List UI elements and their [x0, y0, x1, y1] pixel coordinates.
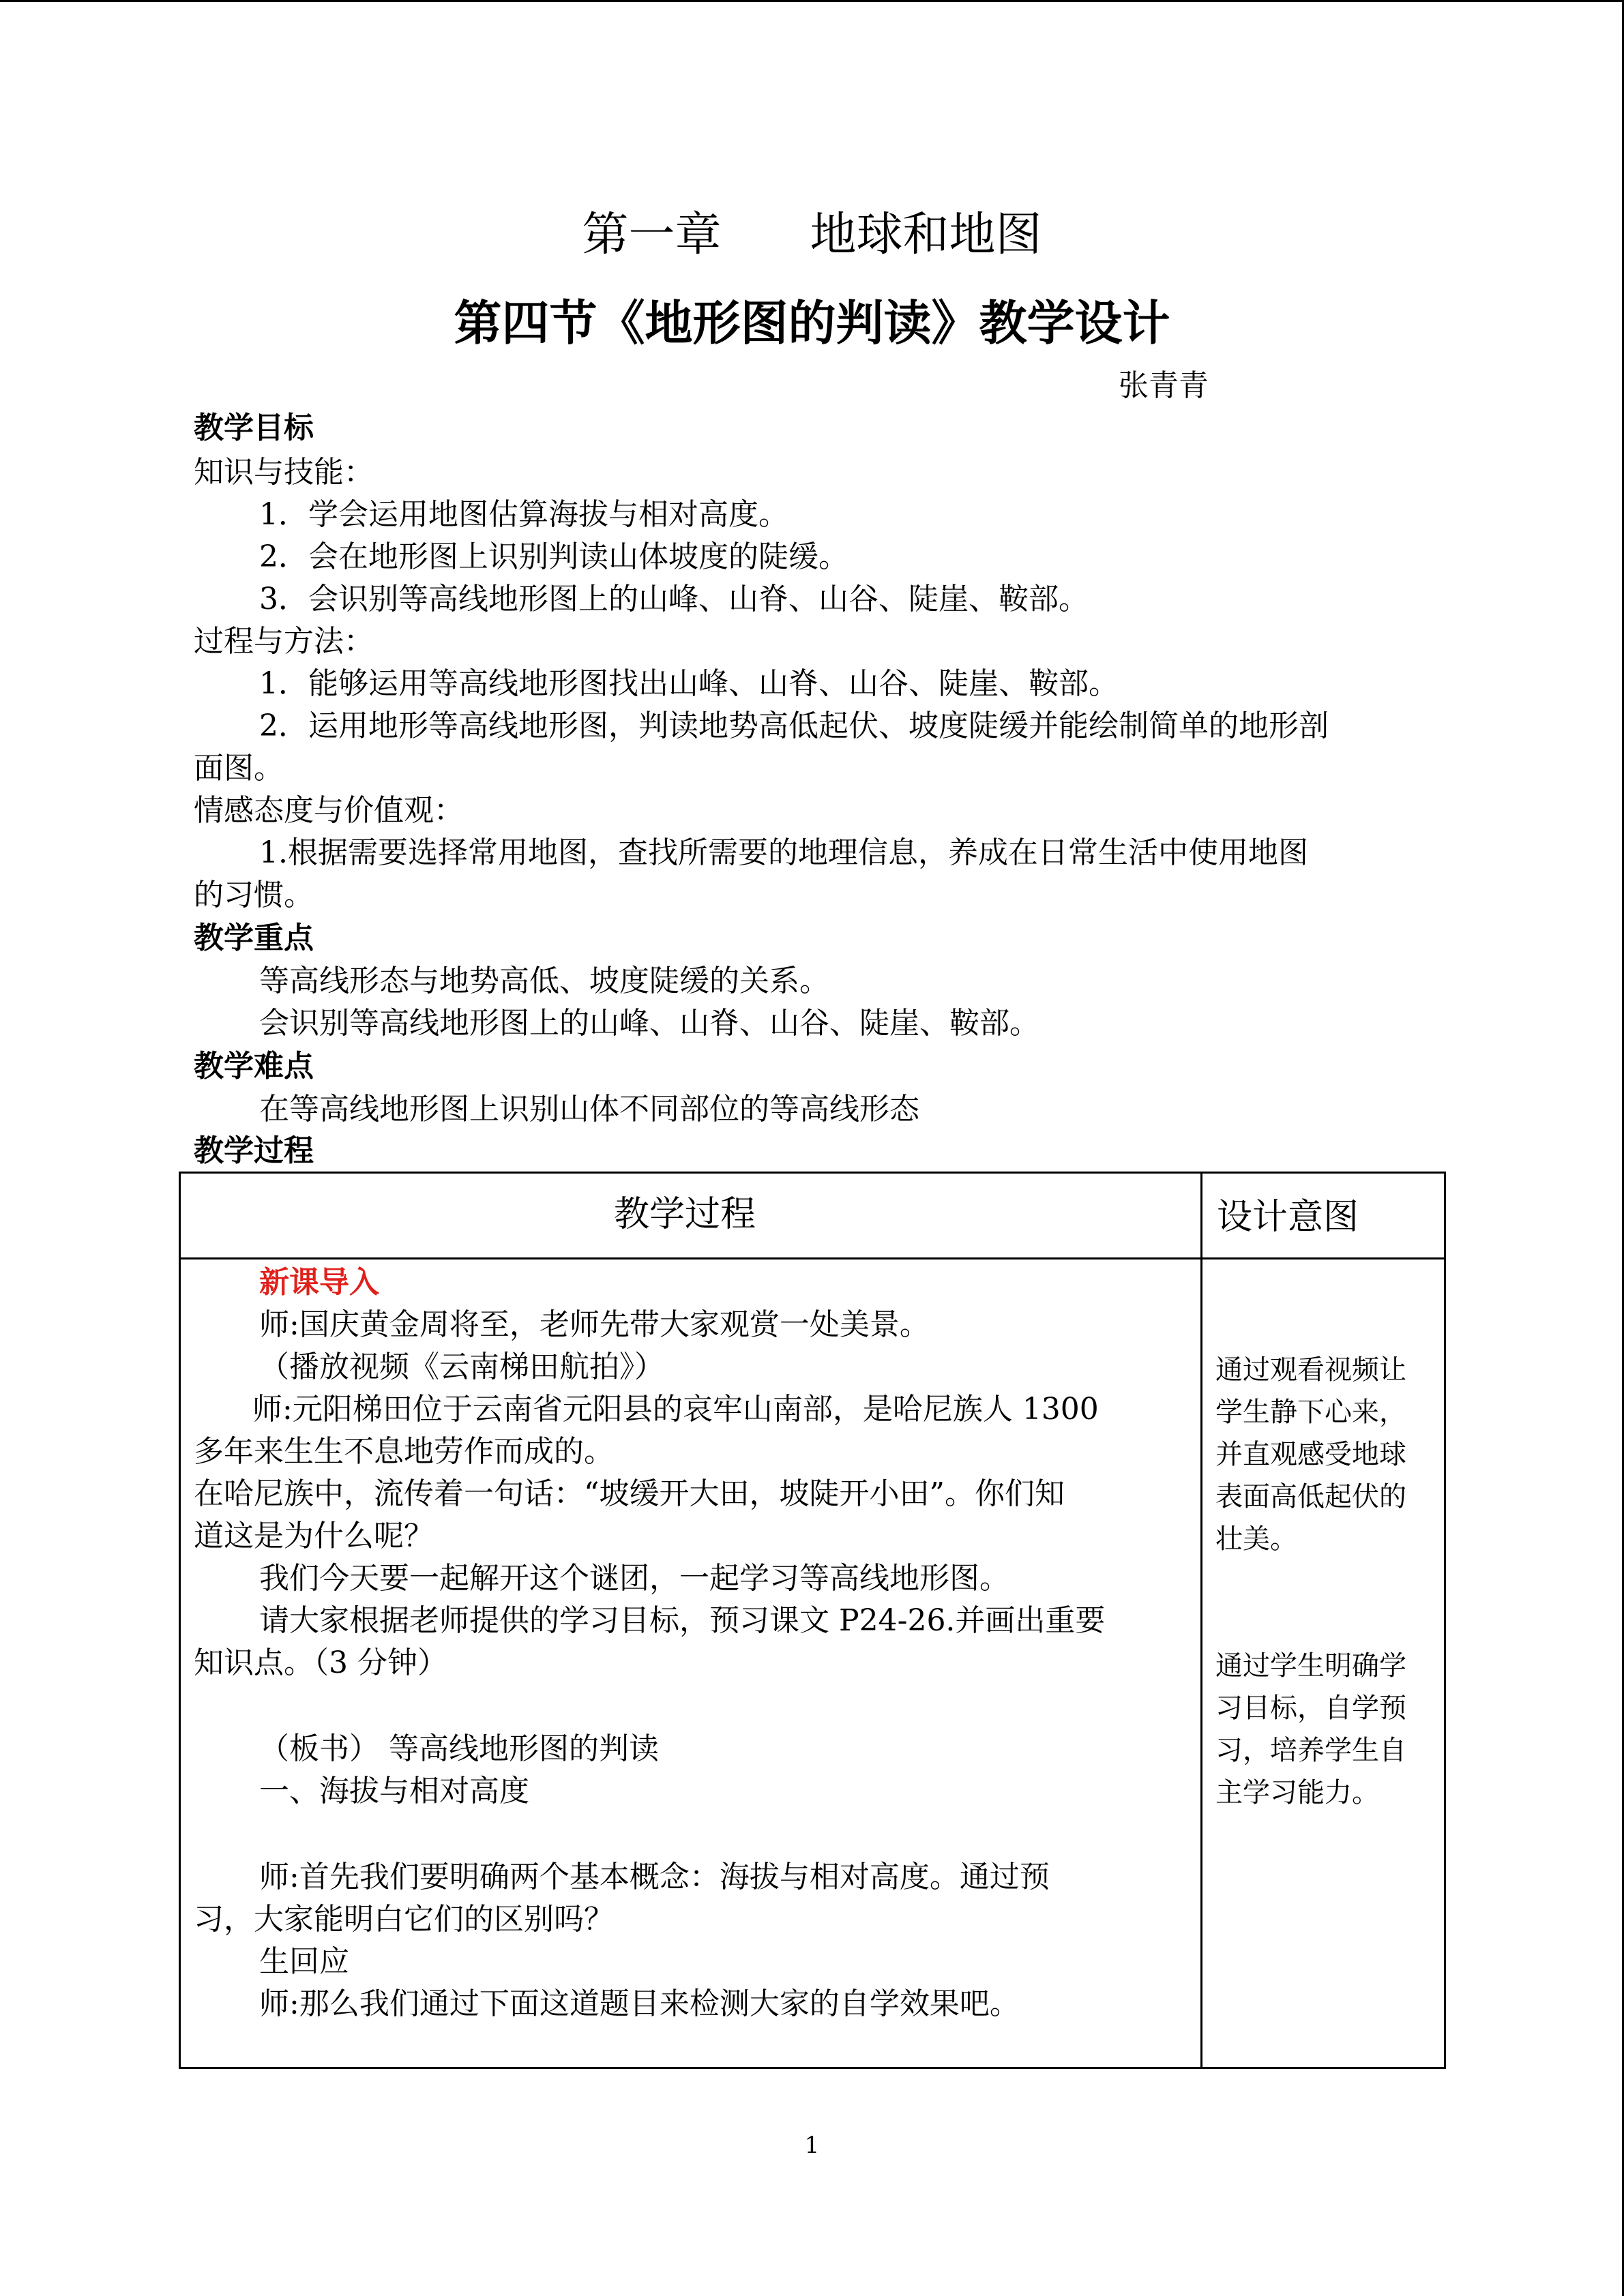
chapter-title: [0, 205, 1624, 266]
intent-line: 习目标，自学预: [1215, 1693, 1406, 1724]
key-point-item: 会识别等高线地形图上的山峰、山脊、山谷、陡崖、鞍部。: [259, 1006, 1039, 1041]
process-heading: 教学过程: [194, 1133, 314, 1168]
table-line: 我们今天要一起解开这个谜团，一起学习等高线地形图。: [259, 1561, 1009, 1596]
key-points-heading: 教学重点: [194, 921, 314, 955]
table-line: 师:国庆黄金周将至，老师先带大家观赏一处美景。: [259, 1307, 930, 1342]
intent-line: 通过学生明确学: [1215, 1650, 1406, 1682]
process-item: 2．运用地形等高线地形图，判读地势高低起伏、坡度陡缓并能绘制简单的地形剖: [259, 709, 1329, 743]
table-line: 一、海拔与相对高度: [259, 1774, 529, 1808]
intent-line: 壮美。: [1215, 1523, 1297, 1555]
process-label: 过程与方法：: [194, 624, 374, 659]
attitude-label: 情感态度与价值观：: [194, 793, 464, 828]
table-line: 师:元阳梯田位于云南省元阳县的哀牢山南部，是哈尼族人 1300: [252, 1392, 1099, 1427]
intent-line: 并直观感受地球: [1215, 1439, 1406, 1470]
table-line: 多年来生生不息地劳作而成的。: [194, 1434, 614, 1469]
page-number: 1: [804, 2132, 820, 2159]
intent-line: 习，培养学生自: [1215, 1735, 1406, 1766]
intro-label: 新课导入: [259, 1265, 379, 1300]
table-line: （板书） 等高线地形图的判读: [259, 1731, 659, 1766]
table-line: 请大家根据老师提供的学习目标，预习课文 P24-26.并画出重要: [259, 1603, 1106, 1638]
top-border: [0, 0, 1624, 2]
table-line: 道这是为什么呢？: [194, 1519, 434, 1553]
knowledge-item: 2．会在地形图上识别判读山体坡度的陡缓。: [259, 539, 848, 574]
process-item-continued: 面图。: [194, 751, 284, 786]
lesson-title: 第四节《地形图的判读》教学设计: [454, 295, 1170, 351]
intent-line: 学生静下心来，: [1215, 1397, 1406, 1428]
table-line: 师:首先我们要明确两个基本概念：海拔与相对高度。通过预: [259, 1860, 1050, 1894]
table-line: 在哈尼族中，流传着一句话：“坡缓开大田，坡陡开小田”。你们知: [194, 1476, 1065, 1511]
intent-line: 通过观看视频让: [1215, 1354, 1406, 1386]
author-name: 张青青: [1119, 368, 1209, 403]
table-line: （播放视频《云南梯田航拍》）: [259, 1350, 664, 1384]
difficulty-heading: 教学难点: [194, 1049, 314, 1084]
process-item: 1．能够运用等高线地形图找出山峰、山脊、山谷、陡崖、鞍部。: [259, 666, 1119, 701]
table-line: 知识点。（3 分钟）: [194, 1645, 447, 1680]
attitude-item: 1.根据需要选择常用地图，查找所需要的地理信息，养成在日常生活中使用地图: [259, 835, 1308, 870]
objectives-heading: 教学目标: [194, 411, 314, 445]
table-line: 师:那么我们通过下面这道题目来检测大家的自学效果吧。: [259, 1986, 1020, 2021]
table-line: 习，大家能明白它们的区别吗？: [194, 1902, 614, 1937]
difficulty-item: 在等高线地形图上识别山体不同部位的等高线形态: [259, 1092, 919, 1127]
intent-line: 表面高低起伏的: [1215, 1481, 1406, 1512]
chapter-number: 第一章: [582, 208, 722, 262]
attitude-item-continued: 的习惯。: [194, 878, 314, 912]
chapter-name: 地球和地图: [810, 208, 1042, 262]
table-line: 生回应: [259, 1944, 349, 1979]
knowledge-item: 3．会识别等高线地形图上的山峰、山脊、山谷、陡崖、鞍部。: [259, 582, 1089, 616]
knowledge-label: 知识与技能：: [194, 455, 374, 490]
knowledge-item: 1．学会运用地图估算海拔与相对高度。: [259, 497, 788, 532]
table-header-intent: 设计意图: [1217, 1197, 1359, 1238]
table-column-divider: [1200, 1172, 1202, 2069]
table-header-divider: [179, 1257, 1446, 1259]
key-point-item: 等高线形态与地势高低、坡度陡缓的关系。: [259, 964, 829, 998]
table-header-process: 教学过程: [614, 1194, 756, 1235]
intent-line: 主学习能力。: [1215, 1777, 1379, 1808]
